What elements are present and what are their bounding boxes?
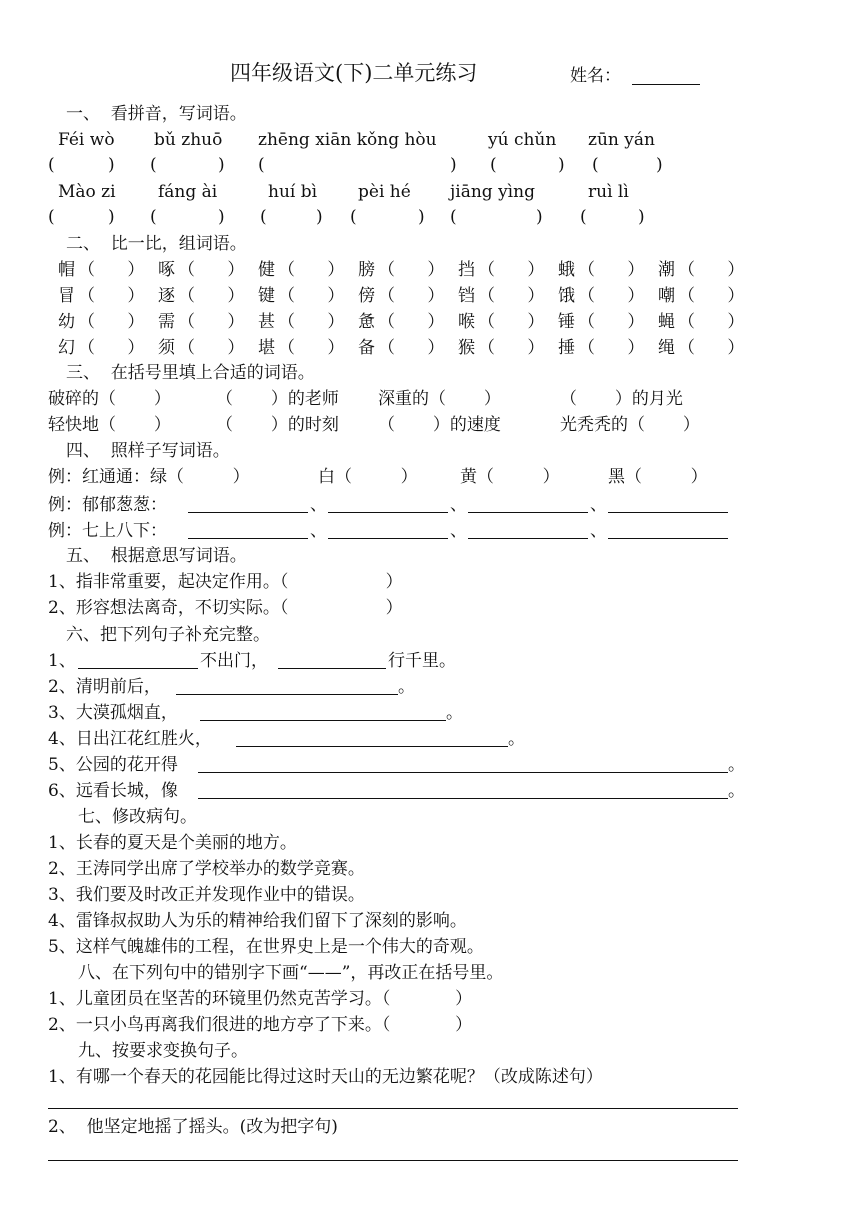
- compare-char: 健: [258, 260, 275, 280]
- compare-blank[interactable]: （ ）: [178, 286, 245, 306]
- section-1-heading: 一、 看拼音，写词语。: [66, 104, 247, 124]
- section-2-heading: 二、 比一比，组词语。: [66, 234, 247, 254]
- answer-paren-close: ): [418, 207, 425, 227]
- pinyin: pèi hé: [358, 182, 411, 202]
- page-title: 四年级语文(下)二单元练习: [230, 61, 478, 85]
- pinyin: ruì lì: [588, 182, 629, 202]
- section-8-heading: 八、在下列句中的错别字下画“——”，再改正在括号里。: [78, 963, 504, 983]
- compare-char: 需: [158, 312, 175, 332]
- sentence-item: 4、雷锋叔叔助人为乐的精神给我们留下了深刻的影响。: [48, 911, 467, 931]
- pinyin: Féi wò: [58, 130, 115, 150]
- transform-item-1: 1、有哪一个春天的花园能比得过这时天山的无边繁花呢？（改成陈述句）: [48, 1067, 603, 1087]
- typo-item: 1、儿童团员在坚苦的环镜里仍然克苦学习。（ ）: [48, 989, 473, 1009]
- pinyin: jiāng yìng: [450, 182, 535, 202]
- compare-char: 膀: [358, 260, 375, 280]
- separator: 、: [310, 521, 327, 541]
- separator: 、: [590, 521, 607, 541]
- pinyin: huí bì: [268, 182, 318, 202]
- answer-line[interactable]: [198, 772, 728, 773]
- compare-char: 惫: [358, 312, 375, 332]
- answer-line[interactable]: [608, 512, 728, 513]
- compare-blank[interactable]: （ ）: [578, 260, 645, 280]
- compare-char: 甚: [258, 312, 275, 332]
- answer-paren-close: ): [450, 155, 457, 175]
- compare-blank[interactable]: （ ）: [378, 338, 445, 358]
- compare-char: 冒: [58, 286, 75, 306]
- period: 。: [446, 703, 463, 723]
- compare-char: 锤: [558, 312, 575, 332]
- fill-item: （ ）的月光: [560, 389, 683, 409]
- fill-item: （ ）的速度: [378, 415, 501, 435]
- compare-char: 堪: [258, 338, 275, 358]
- answer-paren-open: (: [48, 155, 55, 175]
- compare-blank[interactable]: （ ）: [578, 338, 645, 358]
- answer-line[interactable]: [236, 746, 508, 747]
- answer-paren-open: (: [150, 155, 157, 175]
- sentence-item: 1、长春的夏天是个美丽的地方。: [48, 833, 297, 853]
- compare-char: 蛾: [558, 260, 575, 280]
- answer-line[interactable]: [468, 512, 588, 513]
- compare-blank[interactable]: （ ）: [678, 260, 745, 280]
- complete-item-2: 2、清明前后，: [48, 677, 161, 697]
- separator: 、: [310, 495, 327, 515]
- example-3: 例：七上八下：: [48, 521, 167, 541]
- answer-paren-open: (: [450, 207, 457, 227]
- answer-line[interactable]: [608, 538, 728, 539]
- complete-item-1-mid: 不出门，: [200, 651, 268, 671]
- section-9-heading: 九、按要求变换句子。: [78, 1041, 248, 1061]
- name-blank[interactable]: [632, 84, 700, 85]
- compare-char: 猴: [458, 338, 475, 358]
- compare-blank[interactable]: （ ）: [678, 286, 745, 306]
- compare-char: 须: [158, 338, 175, 358]
- compare-blank[interactable]: （ ）: [278, 312, 345, 332]
- compare-blank[interactable]: （ ）: [578, 312, 645, 332]
- answer-line[interactable]: [48, 1108, 738, 1109]
- complete-item-1-num: 1、: [48, 651, 76, 671]
- answer-paren-close: ): [108, 155, 115, 175]
- name-label: 姓名：: [570, 66, 621, 86]
- answer-line[interactable]: [78, 668, 198, 669]
- compare-char: 潮: [658, 260, 675, 280]
- answer-line[interactable]: [278, 668, 386, 669]
- compare-blank[interactable]: （ ）: [478, 286, 545, 306]
- compare-blank[interactable]: （ ）: [478, 312, 545, 332]
- complete-item-5: 5、公园的花开得: [48, 755, 178, 775]
- pinyin: fáng ài: [158, 182, 218, 202]
- separator: 、: [450, 495, 467, 515]
- compare-char: 幻: [58, 338, 75, 358]
- meaning-item: 2、形容想法离奇，不切实际。（ ）: [48, 598, 403, 618]
- answer-line[interactable]: [328, 512, 448, 513]
- fill-item: 光秃秃的（ ）: [560, 415, 700, 435]
- compare-char: 捶: [558, 338, 575, 358]
- answer-paren-close: ): [316, 207, 323, 227]
- answer-line[interactable]: [188, 538, 308, 539]
- compare-char: 键: [258, 286, 275, 306]
- complete-item-4: 4、日出江花红胜火，: [48, 729, 212, 749]
- sentence-item: 5、这样气魄雄伟的工程，在世界史上是一个伟大的奇观。: [48, 937, 484, 957]
- answer-paren-close: ): [558, 155, 565, 175]
- answer-paren-open: (: [490, 155, 497, 175]
- answer-line[interactable]: [176, 694, 398, 695]
- fill-item: 破碎的（ ）: [48, 389, 171, 409]
- complete-item-1-end: 行千里。: [388, 651, 456, 671]
- example-1-item: 白（ ）: [318, 467, 418, 487]
- compare-blank[interactable]: （ ）: [278, 286, 345, 306]
- answer-line[interactable]: [200, 720, 446, 721]
- meaning-item: 1、指非常重要，起决定作用。（ ）: [48, 572, 403, 592]
- compare-char: 啄: [158, 260, 175, 280]
- answer-paren-open: (: [150, 207, 157, 227]
- answer-line[interactable]: [468, 538, 588, 539]
- compare-char: 蝇: [658, 312, 675, 332]
- section-4-heading: 四、 照样子写词语。: [66, 441, 230, 461]
- answer-paren-close: ): [638, 207, 645, 227]
- answer-line[interactable]: [188, 512, 308, 513]
- answer-paren-open: (: [350, 207, 357, 227]
- answer-paren-close: ): [656, 155, 663, 175]
- compare-char: 逐: [158, 286, 175, 306]
- compare-blank[interactable]: （ ）: [678, 338, 745, 358]
- sentence-item: 3、我们要及时改正并发现作业中的错误。: [48, 885, 365, 905]
- section-7-heading: 七、修改病句。: [78, 807, 197, 827]
- compare-char: 傍: [358, 286, 375, 306]
- fill-item: （ ）的老师: [216, 389, 339, 409]
- compare-blank[interactable]: （ ）: [378, 312, 445, 332]
- compare-blank[interactable]: （ ）: [478, 260, 545, 280]
- fill-item: 深重的（ ）: [378, 389, 501, 409]
- compare-blank[interactable]: （ ）: [678, 312, 745, 332]
- answer-line[interactable]: [328, 538, 448, 539]
- compare-char: 备: [358, 338, 375, 358]
- answer-paren-open: (: [260, 207, 267, 227]
- compare-char: 挡: [458, 260, 475, 280]
- pinyin: bǔ zhuō: [154, 130, 223, 150]
- answer-paren-close: ): [218, 207, 225, 227]
- typo-item: 2、一只小鸟再离我们很进的地方亭了下来。（ ）: [48, 1015, 473, 1035]
- compare-char: 帽: [58, 260, 75, 280]
- compare-blank[interactable]: （ ）: [478, 338, 545, 358]
- answer-line[interactable]: [198, 798, 728, 799]
- complete-item-3: 3、大漠孤烟直，: [48, 703, 178, 723]
- section-3-heading: 三、 在括号里填上合适的词语。: [66, 363, 315, 383]
- example-2: 例：郁郁葱葱：: [48, 495, 167, 515]
- compare-blank[interactable]: （ ）: [178, 260, 245, 280]
- period: 。: [508, 729, 525, 749]
- compare-blank[interactable]: （ ）: [78, 260, 145, 280]
- fill-item: （ ）的时刻: [216, 415, 339, 435]
- answer-paren-open: (: [592, 155, 599, 175]
- compare-char: 嘲: [658, 286, 675, 306]
- answer-line[interactable]: [48, 1160, 738, 1161]
- section-6-heading: 六、把下列句子补充完整。: [66, 625, 270, 645]
- compare-blank[interactable]: （ ）: [578, 286, 645, 306]
- compare-char: 饿: [558, 286, 575, 306]
- compare-blank[interactable]: （ ）: [378, 286, 445, 306]
- fill-item: 轻快地（ ）: [48, 415, 171, 435]
- separator: 、: [590, 495, 607, 515]
- compare-char: 幼: [58, 312, 75, 332]
- compare-char: 喉: [458, 312, 475, 332]
- period: 。: [728, 781, 745, 801]
- answer-paren-close: ): [218, 155, 225, 175]
- compare-blank[interactable]: （ ）: [178, 312, 245, 332]
- example-1-item: 黑（ ）: [608, 467, 708, 487]
- section-5-heading: 五、 根据意思写词语。: [66, 546, 247, 566]
- pinyin: yú chǔn: [488, 130, 557, 150]
- answer-paren-close: ): [536, 207, 543, 227]
- answer-paren-close: ): [108, 207, 115, 227]
- compare-char: 铛: [458, 286, 475, 306]
- complete-item-6: 6、远看长城，像: [48, 781, 178, 801]
- compare-char: 绳: [658, 338, 675, 358]
- separator: 、: [450, 521, 467, 541]
- compare-blank[interactable]: （ ）: [278, 338, 345, 358]
- compare-blank[interactable]: （ ）: [378, 260, 445, 280]
- answer-paren-open: (: [48, 207, 55, 227]
- period: 。: [728, 755, 745, 775]
- pinyin: zhēng xiān kǒng hòu: [258, 130, 437, 150]
- sentence-item: 2、王涛同学出席了学校举办的数学竞赛。: [48, 859, 365, 879]
- transform-item-2: 2、 他坚定地摇了摇头。(改为把字句): [48, 1117, 338, 1137]
- answer-paren-open: (: [258, 155, 265, 175]
- compare-blank[interactable]: （ ）: [78, 286, 145, 306]
- pinyin: zūn yán: [588, 130, 655, 150]
- example-1: 例：红通通：绿（ ）: [48, 467, 250, 487]
- pinyin: Mào zi: [58, 182, 116, 202]
- answer-paren-open: (: [580, 207, 587, 227]
- compare-blank[interactable]: （ ）: [78, 338, 145, 358]
- compare-blank[interactable]: （ ）: [178, 338, 245, 358]
- compare-blank[interactable]: （ ）: [78, 312, 145, 332]
- compare-blank[interactable]: （ ）: [278, 260, 345, 280]
- example-1-item: 黄（ ）: [460, 467, 560, 487]
- period: 。: [398, 677, 415, 697]
